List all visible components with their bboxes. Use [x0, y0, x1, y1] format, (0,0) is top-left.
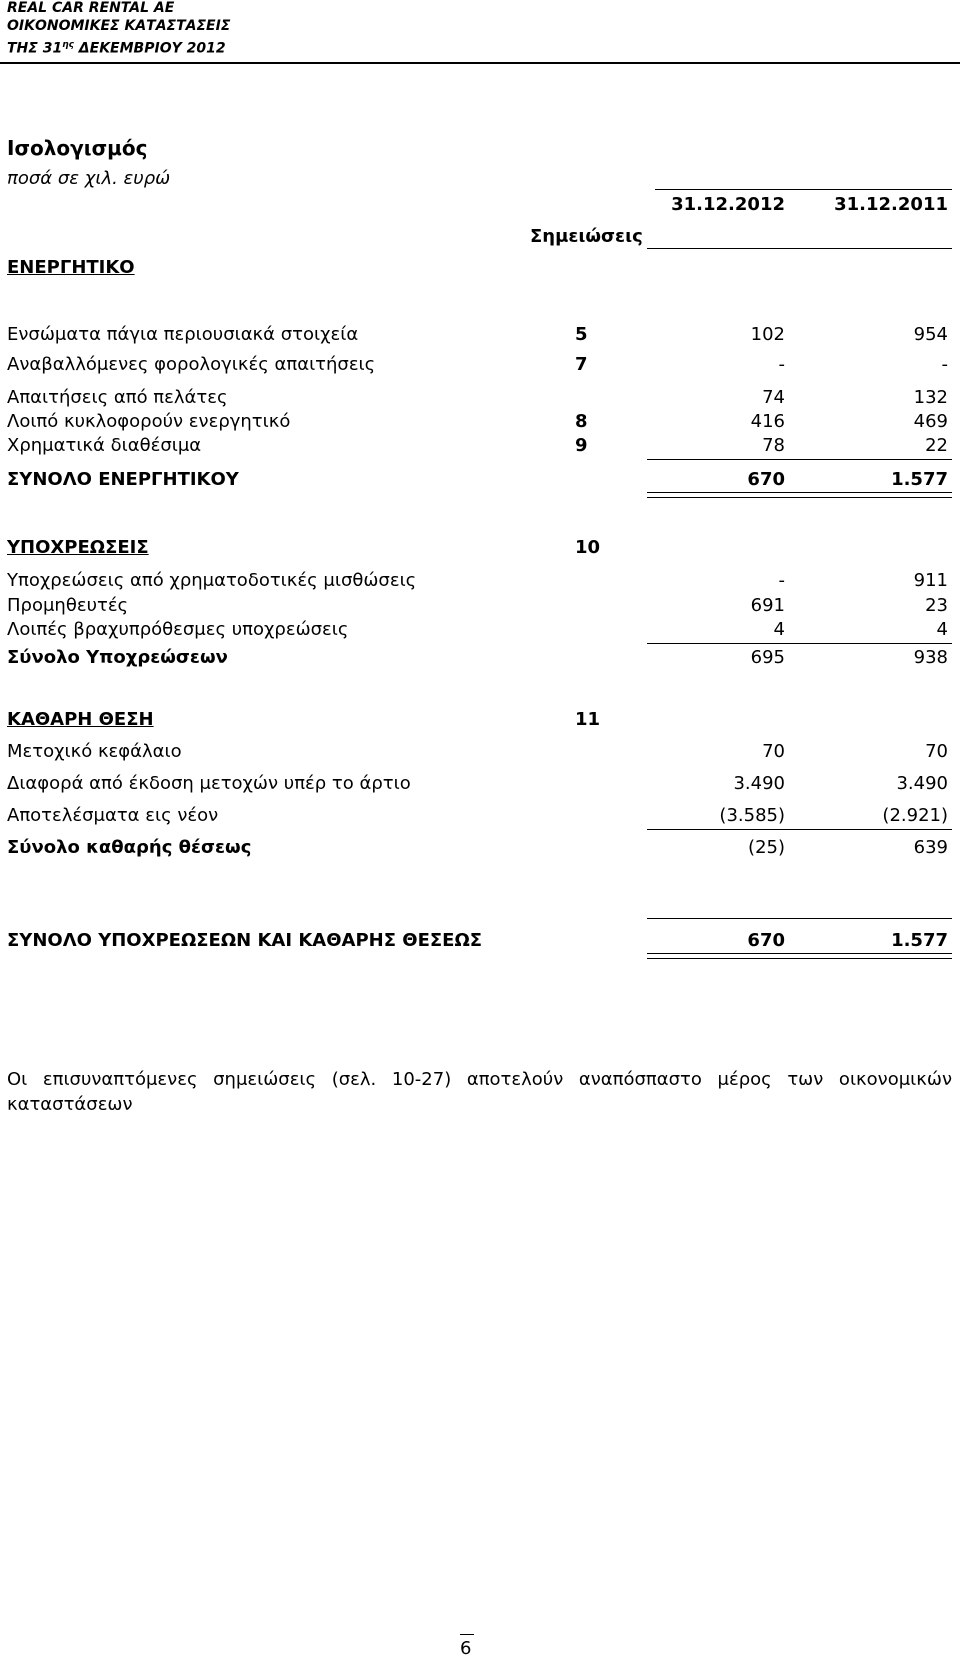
row-label: Αναβαλλόμενες φορολογικές απαιτήσεις: [7, 354, 376, 375]
row-value-2012: -: [778, 354, 785, 375]
row-value-2011: (2.921): [882, 805, 948, 826]
row-label: Μετοχικό κεφάλαιο: [7, 741, 182, 762]
row-note: 7: [575, 354, 588, 375]
total-value-2012: 695: [750, 647, 785, 668]
row-value-2011: 132: [913, 387, 948, 408]
statement-title: Ισολογισμός: [7, 136, 148, 160]
page-number-rule: [460, 1634, 474, 1635]
row-label: Αποτελέσματα εις νέον: [7, 805, 219, 826]
header-rule: [0, 62, 960, 64]
row-note: 5: [575, 324, 588, 345]
total-value-2011: 639: [913, 837, 948, 858]
column-header-top-rule: [655, 189, 952, 190]
row-value-2011: 3.490: [896, 773, 948, 794]
date-superscript: ης: [62, 40, 74, 50]
total-label: Σύνολο καθαρής θέσεως: [7, 837, 252, 858]
grand-total-double-rule: [647, 953, 952, 959]
row-label: Απαιτήσεις από πελάτες: [7, 387, 228, 408]
row-value-2012: 74: [762, 387, 785, 408]
row-note: 9: [575, 435, 588, 456]
row-label: Λοιπό κυκλοφορούν ενεργητικό: [7, 411, 291, 432]
footer-note-line2: καταστάσεων: [7, 1094, 133, 1115]
assets-heading: ΕΝΕΡΓΗΤΙΚΟ: [7, 257, 135, 278]
total-value-2012: 670: [747, 469, 785, 490]
grand-total-value-2011: 1.577: [891, 930, 948, 951]
statement-unit: ποσά σε χιλ. ευρώ: [7, 168, 171, 189]
row-label: Υποχρεώσεις από χρηματοδοτικές μισθώσεις: [7, 570, 417, 591]
equity-note: 11: [575, 709, 601, 730]
row-value-2011: 23: [925, 595, 948, 616]
document-title: ΟΙΚΟΝΟΜΙΚΕΣ ΚΑΤΑΣΤΑΣΕΙΣ: [7, 18, 231, 34]
column-header-2011: 31.12.2011: [834, 194, 948, 215]
total-value-2012: (25): [748, 837, 785, 858]
total-value-2011: 938: [913, 647, 948, 668]
row-value-2011: 4: [936, 619, 948, 640]
row-note: 8: [575, 411, 588, 432]
column-header-2012: 31.12.2012: [671, 194, 785, 215]
row-value-2012: 102: [750, 324, 785, 345]
date-prefix: ΤΗΣ 31: [7, 40, 63, 57]
total-value-2011: 1.577: [891, 469, 948, 490]
equity-heading: ΚΑΘΑΡΗ ΘΕΣΗ: [7, 709, 154, 730]
row-value-2012: 691: [750, 595, 785, 616]
row-value-2012: (3.585): [719, 805, 785, 826]
row-value-2012: 4: [773, 619, 785, 640]
row-value-2011: 954: [913, 324, 948, 345]
subtotal-rule: [647, 643, 952, 644]
row-label: Λοιπές βραχυπρόθεσμες υποχρεώσεις: [7, 619, 349, 640]
total-label: ΣΥΝΟΛΟ ΕΝΕΡΓΗΤΙΚΟΥ: [7, 469, 239, 490]
grand-total-label: ΣΥΝΟΛΟ ΥΠΟΧΡΕΩΣΕΩΝ ΚΑΙ ΚΑΘΑΡΗΣ ΘΕΣΕΩΣ: [7, 930, 483, 951]
row-value-2012: 3.490: [733, 773, 785, 794]
row-value-2011: -: [941, 354, 948, 375]
row-value-2012: 78: [762, 435, 785, 456]
column-header-notes: Σημειώσεις: [530, 226, 643, 247]
row-value-2011: 911: [913, 570, 948, 591]
document-date: [7, 37, 226, 58]
liabilities-heading: ΥΠΟΧΡΕΩΣΕΙΣ: [7, 537, 149, 558]
row-value-2011: 70: [925, 741, 948, 762]
row-value-2011: 22: [925, 435, 948, 456]
subtotal-rule: [647, 829, 952, 830]
subtotal-rule: [647, 459, 952, 460]
row-label: Προμηθευτές: [7, 595, 129, 616]
row-value-2012: -: [778, 570, 785, 591]
row-label: Διαφορά από έκδοση μετοχών υπέρ το άρτιο: [7, 773, 411, 794]
page-number: 6: [460, 1638, 472, 1659]
row-label: Ενσώματα πάγια περιουσιακά στοιχεία: [7, 324, 359, 345]
row-value-2012: 70: [762, 741, 785, 762]
grand-total-top-rule: [647, 918, 952, 919]
column-header-bottom-rule: [647, 248, 952, 249]
company-name: REAL CAR RENTAL AE: [7, 0, 175, 16]
row-label: Χρηματικά διαθέσιμα: [7, 435, 202, 456]
grand-total-value-2012: 670: [747, 930, 785, 951]
liabilities-note: 10: [575, 537, 601, 558]
total-label: Σύνολο Υποχρεώσεων: [7, 647, 228, 668]
row-value-2011: 469: [913, 411, 948, 432]
date-suffix: ΔΕΚΕΜΒΡΙΟΥ 2012: [73, 40, 226, 57]
total-double-rule: [647, 492, 952, 498]
footer-note-line1: Οι επισυναπτόμενες σημειώσεις (σελ. 10-27) αποτελούν αναπόσπαστο μέρος των οικονομικών: [7, 1069, 952, 1090]
row-value-2012: 416: [750, 411, 785, 432]
